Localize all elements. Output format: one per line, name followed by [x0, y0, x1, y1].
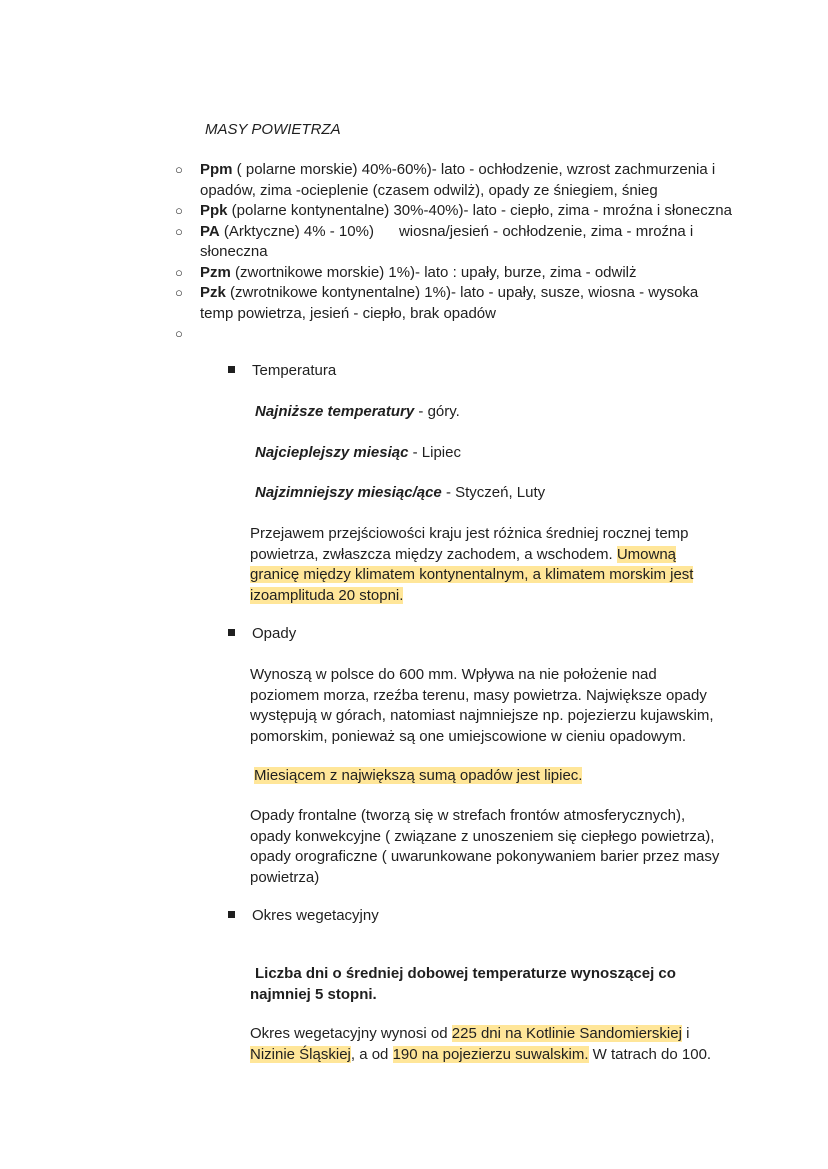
section-precipitation-heading — [228, 625, 296, 642]
highlighted-text: Nizinie Śląskiej — [250, 1045, 351, 1063]
vegetation-paragraph — [250, 1024, 730, 1065]
highlighted-text: Umowną granicę między klimatem kontynentalnym, a klimatem morskim jest izoamplituda 20 stopni. — [250, 545, 694, 604]
air-mass-code: Pzm — [200, 263, 231, 281]
precipitation-types-paragraph: Opady frontalne (tworzą się w strefach frontów atmosferycznych), opady konwekcyjne ( związane z unoszeniem się ciepłego powietrza), opady orograficzne ( uwarunkowane pokonywaniem barier przez masy powietrza) — [250, 807, 720, 886]
square-bullet-icon — [228, 366, 235, 373]
circle-bullet-icon: ○ — [175, 223, 183, 239]
highlighted-text: 225 dni na Kotlinie Sandomierskiej — [451, 1025, 682, 1042]
air-mass-list — [175, 160, 735, 345]
air-mass-code: Ppm — [200, 161, 233, 178]
circle-bullet-icon: ○ — [175, 162, 183, 177]
vegetation-definition: Liczba dni o średniej dobowej temperaturze wynoszącej co najmniej 5 stopni. — [250, 965, 676, 1003]
highlighted-text: 190 na pojezierzu suwalskim. — [392, 1045, 589, 1063]
empty-list-item — [175, 324, 735, 345]
list-item — [175, 160, 735, 201]
fact-value: - Styczeń, Luty — [441, 484, 546, 501]
temperature-lowest — [255, 402, 745, 423]
fact-label: Najcieplejszy miesiąc — [255, 444, 409, 461]
temperature-coldest — [255, 483, 745, 504]
fact-value: - Lipiec — [408, 444, 461, 461]
list-item — [175, 201, 735, 222]
air-mass-description: ( polarne morskie) 40%-60%)- lato - ochłodzenie, wzrost zachmurzenia i opadów, zima -ocieplenie (czasem odwilż), opady ze śniegiem, śnieg — [200, 161, 716, 199]
paragraph-text: , a od — [350, 1045, 393, 1063]
section-heading-text: Okres wegetacyjny — [252, 907, 379, 924]
circle-bullet-icon: ○ — [175, 203, 183, 218]
air-mass-description: (polarne kontynentalne) 30%-40%)- lato - ciepło, zima - mroźna i słoneczna — [227, 202, 732, 219]
square-bullet-icon — [228, 911, 235, 918]
paragraph-text: Okres wegetacyjny wynosi od — [250, 1025, 452, 1042]
section-heading-text: Temperatura — [252, 362, 337, 379]
fact-label: Najniższe temperatury — [255, 403, 415, 420]
fact-label: Najzimniejszy miesiąc/ące — [255, 484, 442, 501]
circle-bullet-icon: ○ — [175, 264, 183, 280]
circle-bullet-icon: ○ — [175, 326, 183, 341]
section-heading-text: Opady — [252, 625, 297, 642]
air-mass-code: Ppk — [200, 202, 228, 219]
temperature-paragraph — [250, 524, 710, 606]
square-bullet-icon — [228, 629, 235, 636]
list-item — [175, 283, 735, 324]
list-item — [175, 222, 735, 263]
paragraph-text: Przejawem przejściowości kraju jest różnica średniej rocznej temp powietrza, zwłaszcza między zachodem, a wschodem. — [250, 525, 689, 563]
air-mass-description: (zwrotnikowe kontynentalne) 1%)- lato - upały, susze, wiosna - wysoka temp powietrza, jesień - ciepło, brak opadów — [200, 284, 699, 322]
precipitation-paragraph: Wynoszą w polsce do 600 mm. Wpływa na nie położenie nad poziomem morza, rzeźba terenu, masy powietrza. Największe opady występują w górach, natomiast najmniejsze np. pojezierzu kujawskim, pomorskim, ponieważ są one umiejscowione w cieniu opadowym. — [250, 666, 714, 745]
paragraph-text: W tatrach do 100. — [588, 1045, 712, 1063]
list-item — [175, 263, 735, 284]
highlighted-text: Miesiącem z największą sumą opadów jest lipiec. — [254, 767, 583, 784]
document-title: MASY POWIETRZA — [205, 121, 341, 138]
paragraph-text: i — [681, 1025, 690, 1042]
air-mass-code: Pzk — [200, 284, 226, 301]
temperature-warmest — [255, 443, 745, 464]
fact-value: - góry. — [414, 403, 460, 420]
section-vegetation-heading — [228, 907, 379, 924]
air-mass-description: (zwortnikowe morskie) 1%)- lato : upały, burze, zima - odwilż — [230, 263, 637, 281]
air-mass-description: (Arktyczne) 4% - 10%) wiosna/jesień - ochłodzenie, zima - mroźna i słoneczna — [200, 222, 698, 260]
section-temperature-heading — [228, 362, 336, 379]
circle-bullet-icon: ○ — [175, 285, 183, 300]
precipitation-highlight — [254, 766, 744, 787]
air-mass-code: PA — [200, 222, 220, 240]
